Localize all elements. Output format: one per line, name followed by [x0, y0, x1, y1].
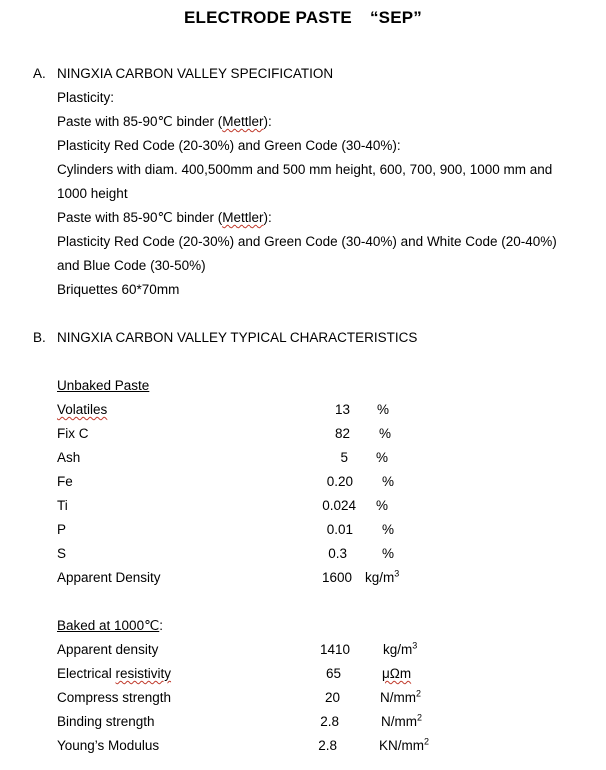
row-unit: $kg/m^3$: [383, 640, 418, 657]
table-row: Fe: [57, 474, 73, 489]
row-value: 65: [325, 666, 341, 681]
spec-line-9: Briquettes 60*70mm: [57, 282, 180, 297]
document-title: [0, 8, 606, 28]
spec-line-7: Plasticity Red Code (20-30%) and Green Code (30-40%) and White Code (20-40%): [57, 234, 557, 249]
table-row: S: [57, 546, 67, 561]
section-b-label: B.: [33, 330, 46, 345]
row-unit: $kg/m^3$: [365, 568, 400, 585]
row-value: 0.20: [326, 474, 353, 489]
row-value: 20: [324, 690, 340, 705]
table-row: Ash: [57, 450, 81, 465]
spec-line-8: and Blue Code (30-50%): [57, 258, 206, 273]
section-b-heading: [33, 330, 417, 345]
table-row: P: [57, 522, 67, 537]
row-value: 0.3: [328, 546, 347, 561]
row-value: 2.8: [320, 714, 339, 729]
table-row: Apparent density: [57, 642, 159, 657]
row-unit: %: [377, 402, 390, 417]
row-unit: %: [379, 426, 392, 441]
baked-heading: Baked at 1000℃:: [57, 618, 163, 633]
title-main: ELECTRODE PASTE: [183, 8, 352, 27]
section-a-heading: [33, 66, 333, 81]
spec-line-6: Paste with 85-90℃ binder (Mettler):: [57, 210, 272, 225]
table-row: Electrical resistivity: [57, 666, 172, 681]
table-row: Volatiles: [57, 402, 108, 417]
row-value: 82: [334, 426, 350, 441]
section-a-title: NINGXIA CARBON VALLEY SPECIFICATION: [57, 66, 334, 81]
row-value: 0.024: [322, 498, 356, 513]
section-b-title: NINGXIA CARBON VALLEY TYPICAL CHARACTERISTICS: [57, 330, 418, 345]
table-row: Compress strength: [57, 690, 172, 705]
spec-line-4: Cylinders with diam. 400,500mm and 500 mm height, 600, 700, 900, 1000 mm and: [57, 162, 553, 177]
mettler-term: Mettler: [222, 114, 264, 129]
table-row: Apparent Density: [57, 570, 161, 585]
row-value: 13: [334, 402, 350, 417]
spec-line-1: Plasticity:: [57, 90, 115, 105]
row-unit: %: [382, 474, 395, 489]
row-unit: %: [376, 498, 389, 513]
spec-line-2: Paste with 85-90℃ binder (Mettler):: [57, 114, 272, 129]
section-a-label: A.: [33, 66, 46, 81]
table-row: Ti: [57, 498, 68, 513]
row-unit: $KN/mm^2$: [379, 736, 430, 753]
row-unit: $N/mm^2$: [381, 712, 423, 729]
title-code: “SEP”: [369, 8, 422, 27]
row-value: 1600: [321, 570, 352, 585]
row-unit: %: [382, 546, 395, 561]
row-unit: μΩm: [382, 666, 412, 681]
mettler-term: Mettler: [222, 210, 264, 225]
table-row: Binding strength: [57, 714, 155, 729]
row-value: 2.8: [318, 738, 337, 753]
row-value: 1410: [319, 642, 350, 657]
table-row: Fix C: [57, 426, 89, 441]
spec-line-5: 1000 height: [57, 186, 128, 201]
row-unit: %: [382, 522, 395, 537]
row-unit: $N/mm^2$: [380, 688, 422, 705]
row-value: 0.01: [326, 522, 353, 537]
row-unit: %: [376, 450, 389, 465]
spec-line-3: Plasticity Red Code (20-30%) and Green Code (30-40%):: [57, 138, 401, 153]
row-value: 5: [340, 450, 348, 465]
table-row: Young’s Modulus: [57, 738, 160, 753]
unbaked-heading: Unbaked Paste: [57, 378, 150, 393]
